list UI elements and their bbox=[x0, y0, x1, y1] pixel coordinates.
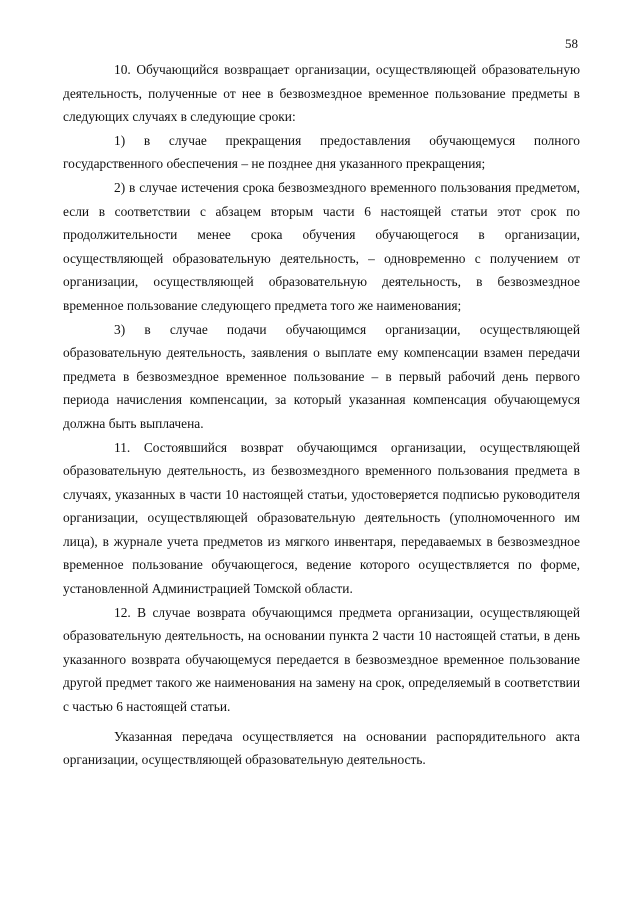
paragraph-11: 11. Состоявшийся возврат обучающимся организации, осуществляющей образовательную деятельность, из безвозмездного временного пользования предмета в случаях, указанных в части 10 настоящей статьи, удостоверяется подписью руководителя организации, осуществляющей образовательную деятельность (уполномоченного им лица), в журнале учета предметов из мягкого инвентаря, передаваемых в безвозмездное временное пользование обучающегося, ведение которого осуществляется по форме, установленной Администрацией Томской области. bbox=[63, 439, 580, 597]
document-body bbox=[63, 58, 580, 772]
paragraph-10-item-3: 3) в случае подачи обучающимся организации, осуществляющей образовательную деятельность, заявления о выплате ему компенсации взамен передачи предмета в безвозмездное временное пользование – в первый рабочий день первого периода начисления компенсации, за который указанная компенсация обучающемуся должна быть выплачена. bbox=[63, 321, 580, 431]
paragraph-10-intro: 10. Обучающийся возвращает организации, осуществляющей образовательную деятельность, полученные от нее в безвозмездное временное пользование предметы в следующих случаях в следующие сроки: bbox=[63, 62, 580, 125]
paragraph-10-item-1: 1) в случае прекращения предоставления обучающемуся полного государственного обеспечения – не позднее дня указанного прекращения; bbox=[63, 132, 580, 172]
page-number: 58 bbox=[565, 36, 578, 51]
paragraph-10-item-2: 2) в случае истечения срока безвозмездного временного пользования предметом, если в соответствии с абзацем вторым части 6 настоящей статьи этот срок по продолжительности менее срока обучения обучающегося в организации, осуществляющей образовательную деятельность, – одновременно с получением от организации, осуществляющей образовательную деятельность, в безвозмездное временное пользование следующего предмета того же наименования; bbox=[63, 179, 580, 313]
paragraph-12-continuation: Указанная передача осуществляется на основании распорядительного акта организации, осуществляющей образовательную деятельность. bbox=[63, 728, 580, 768]
paragraph-12: 12. В случае возврата обучающимся предмета организации, осуществляющей образовательную деятельность, на основании пункта 2 части 10 настоящей статьи, в день указанного возврата обучающемуся передается в безвозмездное временное пользование другой предмет такого же наименования на замену на срок, определяемый в соответствии с частью 6 настоящей статьи. bbox=[63, 604, 580, 715]
